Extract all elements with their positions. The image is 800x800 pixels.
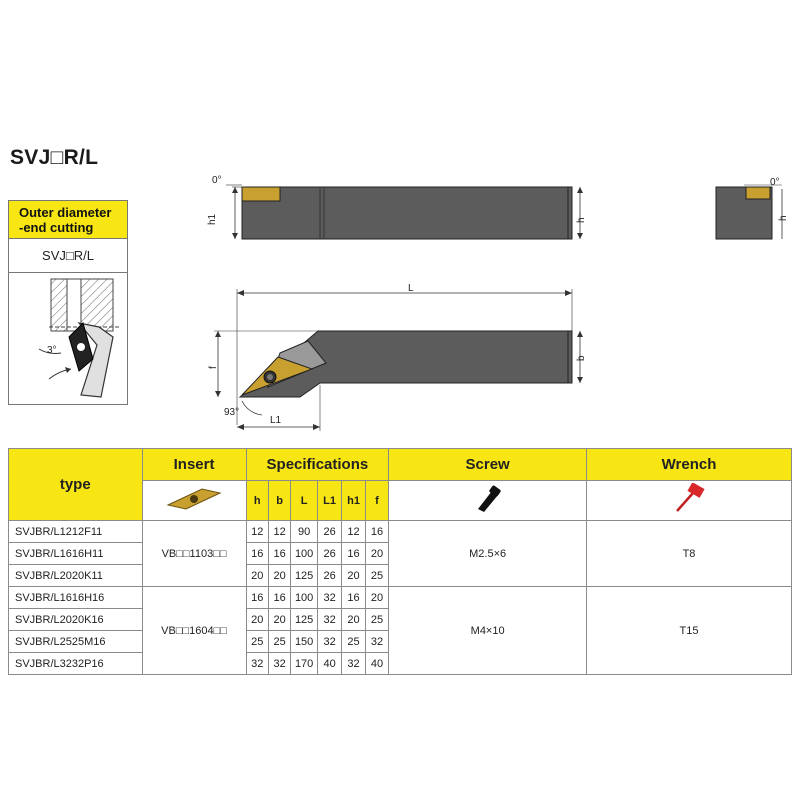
val-h1: 20 xyxy=(342,609,365,631)
val-h1: 25 xyxy=(342,631,365,653)
val-b: 32 xyxy=(268,653,290,675)
dim-L: L xyxy=(408,283,414,294)
val-h: 16 xyxy=(246,543,268,565)
val-b: 20 xyxy=(268,565,290,587)
application-card xyxy=(8,200,128,405)
val-h1: 32 xyxy=(342,653,365,675)
dim-b: b xyxy=(576,355,587,361)
val-f: 20 xyxy=(365,543,388,565)
val-h: 12 xyxy=(246,521,268,543)
val-L: 90 xyxy=(291,521,318,543)
spec-col-f: f xyxy=(365,481,388,521)
wrench-cell: T15 xyxy=(587,587,792,675)
type-cell: SVJBR/L2525M16 xyxy=(9,631,143,653)
application-heading-line2: -end cutting xyxy=(19,220,94,235)
val-L1: 32 xyxy=(317,587,341,609)
val-b: 25 xyxy=(268,631,290,653)
page-title: SVJ□R/L xyxy=(10,146,99,169)
header-specifications: Specifications xyxy=(246,449,389,481)
screw-cell: M4×10 xyxy=(389,587,587,675)
val-h1: 16 xyxy=(342,543,365,565)
val-L: 170 xyxy=(291,653,318,675)
val-b: 16 xyxy=(268,587,290,609)
wrench-cell: T8 xyxy=(587,521,792,587)
val-h: 20 xyxy=(246,565,268,587)
dim-f: f xyxy=(208,366,219,369)
spec-table xyxy=(8,448,792,675)
dim-h: h xyxy=(576,217,587,223)
dim-h-end: h xyxy=(778,215,789,221)
val-h: 25 xyxy=(246,631,268,653)
spec-col-h1: h1 xyxy=(342,481,365,521)
val-f: 40 xyxy=(365,653,388,675)
val-b: 12 xyxy=(268,521,290,543)
val-L: 100 xyxy=(291,543,318,565)
val-h1: 12 xyxy=(342,521,365,543)
val-L1: 26 xyxy=(317,521,341,543)
val-h1: 16 xyxy=(342,587,365,609)
header-type: type xyxy=(9,449,143,521)
val-L: 125 xyxy=(291,609,318,631)
angle-93: 93° xyxy=(224,407,240,418)
type-cell: SVJBR/L3232P16 xyxy=(9,653,143,675)
spec-col-L1: L1 xyxy=(317,481,341,521)
val-b: 16 xyxy=(268,543,290,565)
spec-col-h: h xyxy=(246,481,268,521)
application-heading xyxy=(9,201,127,239)
insert-image-cell xyxy=(142,481,246,521)
screw-cell: M2.5×6 xyxy=(389,521,587,587)
side-angle-label: 3° xyxy=(47,345,57,356)
val-h: 32 xyxy=(246,653,268,675)
val-L1: 26 xyxy=(317,543,341,565)
dim-h1: h1 xyxy=(207,213,218,225)
wrench-icon xyxy=(669,483,709,515)
val-h: 16 xyxy=(246,587,268,609)
val-f: 32 xyxy=(365,631,388,653)
tool-drawing xyxy=(150,165,790,440)
type-cell: SVJBR/L2020K16 xyxy=(9,609,143,631)
header-wrench: Wrench xyxy=(587,449,792,481)
val-L1: 32 xyxy=(317,631,341,653)
header-insert: Insert xyxy=(142,449,246,481)
insert-icon xyxy=(164,485,224,513)
val-L: 100 xyxy=(291,587,318,609)
application-code: SVJ□R/L xyxy=(9,239,127,273)
val-b: 20 xyxy=(268,609,290,631)
type-cell: SVJBR/L1616H11 xyxy=(9,543,143,565)
val-f: 25 xyxy=(365,565,388,587)
val-h1: 20 xyxy=(342,565,365,587)
type-cell: SVJBR/L2020K11 xyxy=(9,565,143,587)
insert-code-cell: VB□□1604□□ xyxy=(142,587,246,675)
dim-L1: L1 xyxy=(270,415,282,426)
insert-code-cell: VB□□1103□□ xyxy=(142,521,246,587)
val-h: 20 xyxy=(246,609,268,631)
val-L1: 32 xyxy=(317,609,341,631)
screw-icon xyxy=(468,485,508,513)
table-row xyxy=(9,587,792,609)
header-screw: Screw xyxy=(389,449,587,481)
table-row xyxy=(9,521,792,543)
val-L1: 26 xyxy=(317,565,341,587)
val-L: 150 xyxy=(291,631,318,653)
screw-image-cell xyxy=(389,481,587,521)
val-f: 20 xyxy=(365,587,388,609)
val-f: 16 xyxy=(365,521,388,543)
angle-end: 0° xyxy=(770,177,780,188)
spec-col-b: b xyxy=(268,481,290,521)
val-f: 25 xyxy=(365,609,388,631)
type-cell: SVJBR/L1616H16 xyxy=(9,587,143,609)
angle-top: 0° xyxy=(212,175,222,186)
application-heading-line1: Outer diameter xyxy=(19,205,112,220)
wrench-image-cell xyxy=(587,481,792,521)
val-L1: 40 xyxy=(317,653,341,675)
cutting-diagram-icon xyxy=(9,275,127,405)
type-cell: SVJBR/L1212F11 xyxy=(9,521,143,543)
val-L: 125 xyxy=(291,565,318,587)
spec-col-L: L xyxy=(291,481,318,521)
